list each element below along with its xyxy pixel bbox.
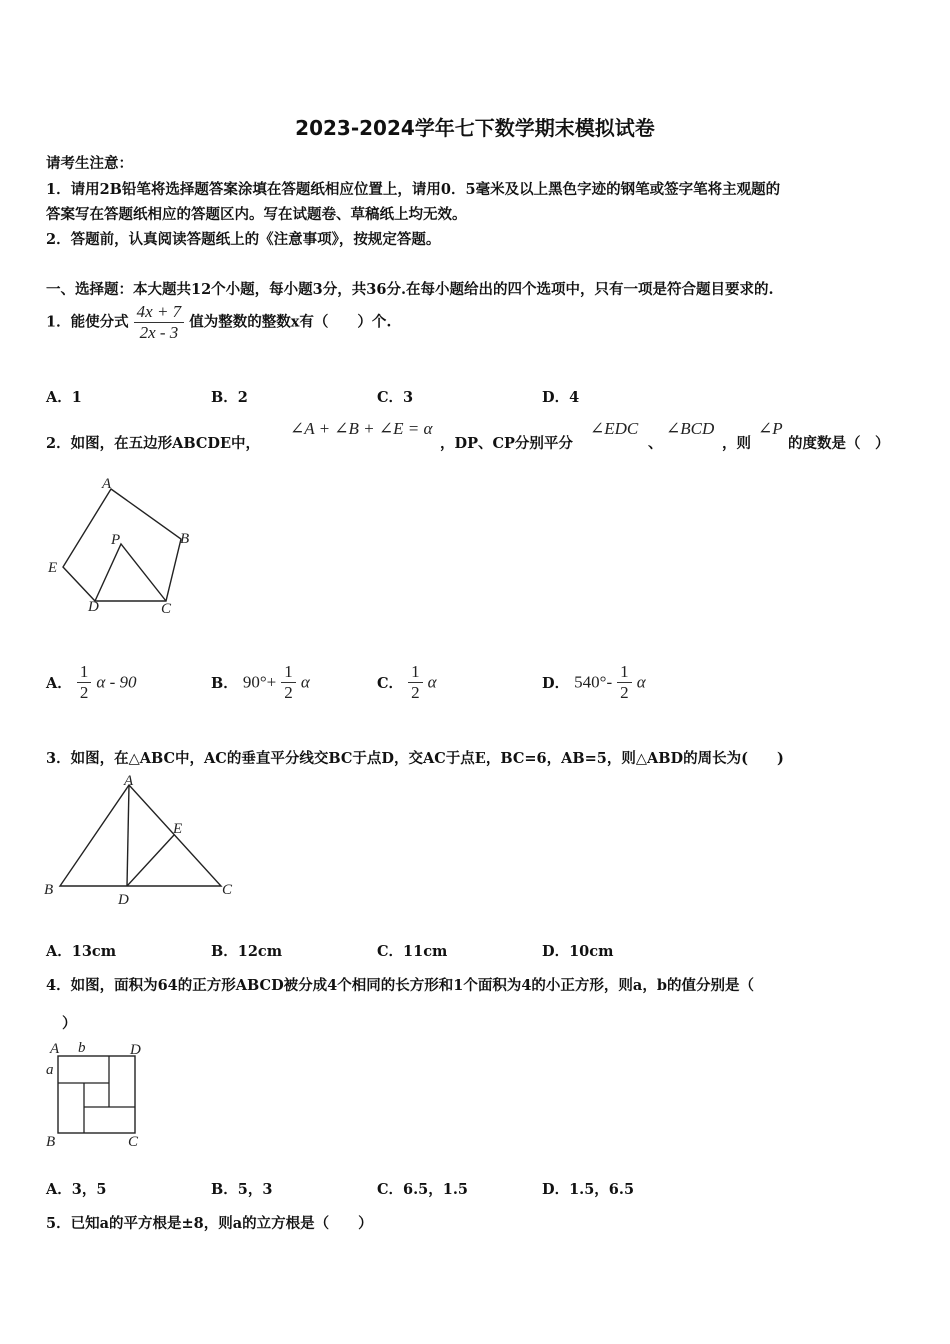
label-e: E xyxy=(48,560,58,576)
q1-suffix: 值为整数的整数x有（ ）个. xyxy=(189,313,392,331)
question-4-line-2: ） xyxy=(62,1015,77,1032)
q3-triangle-figure xyxy=(40,772,240,912)
q2-option-a[interactable]: A． $\frac{1}{2}$ α - 90 xyxy=(46,662,137,702)
label-c: C xyxy=(161,601,172,617)
notice-item-2: 2．答题前，认真阅读答题纸上的《注意事项》，按规定答题。 xyxy=(46,231,441,248)
segment-ad xyxy=(127,785,129,886)
label-c: C xyxy=(222,882,233,898)
q2-prefix: 2．如图，在五边形ABCDE中， xyxy=(46,435,261,452)
notice-header: 请考生注意： xyxy=(46,155,133,172)
q2-option-b[interactable]: B． 90°+ $\frac{1}{2}$ α xyxy=(211,662,310,702)
q4-option-c[interactable]: C．6.5，1.5 xyxy=(377,1181,468,1198)
question-1 xyxy=(46,302,391,343)
label-a: A xyxy=(124,773,134,789)
label-b: B xyxy=(180,531,190,547)
q2-pentagon-figure xyxy=(40,476,210,621)
label-d: D xyxy=(88,599,99,615)
q3-option-b[interactable]: B．12cm xyxy=(211,943,283,960)
question-4-line-1: 4．如图，面积为64的正方形ABCD被分成4个相同的长方形和1个面积为4的小正方形，则a，b的值分别是（ xyxy=(46,977,754,994)
q4-option-a[interactable]: A．3，5 xyxy=(46,1181,107,1198)
q2-angle-sum: ∠A + ∠B + ∠E = α xyxy=(290,419,433,438)
label-d: D xyxy=(130,1042,141,1058)
q4-square-figure xyxy=(40,1038,160,1153)
page-title: 2023-2024学年七下数学期末模拟试卷 xyxy=(295,116,655,140)
q1-option-a[interactable]: A．1 xyxy=(46,389,82,406)
q2-suffix: 的度数是（ ） xyxy=(788,435,890,452)
q4-option-b[interactable]: B．5，3 xyxy=(211,1181,273,1198)
label-c: C xyxy=(128,1134,139,1150)
section-heading: 一、选择题：本大题共12个小题，每小题3分，共36分.在每小题给出的四个选项中，只有一项是符合题目要求的. xyxy=(46,281,774,298)
q1-option-d[interactable]: D．4 xyxy=(542,389,580,406)
q2-angle-edc: ∠EDC xyxy=(590,419,639,438)
q2-then-text: ，则 xyxy=(722,435,751,452)
segment-de xyxy=(127,835,174,886)
label-a: A xyxy=(50,1041,60,1057)
q1-fraction-denominator: 2x - 3 xyxy=(139,323,179,342)
q3-option-a[interactable]: A．13cm xyxy=(46,943,117,960)
q1-fraction-numerator: 4x + 7 xyxy=(134,302,185,323)
label-a: A xyxy=(102,476,112,492)
question-3: 3．如图，在△ABC中，AC的垂直平分线交BC于点D，交AC于点E，BC=6，AB=5，则△ABD的周长为( ) xyxy=(46,750,784,767)
notice-item-1-line-2: 答案写在答题纸相应的答题区内。写在试题卷、草稿纸上均无效。 xyxy=(46,206,467,223)
q1-option-c[interactable]: C．3 xyxy=(377,389,414,406)
label-d: D xyxy=(118,892,129,908)
label-b: B xyxy=(46,1134,56,1150)
q1-prefix: 1．能使分式 xyxy=(46,313,129,331)
notice-item-1-line-1: 1．请用2B铅笔将选择题答案涂填在答题纸相应位置上，请用0．5毫米及以上黑色字迹的钢笔或签字笔将主观题的 xyxy=(46,181,781,198)
q3-option-c[interactable]: C．11cm xyxy=(377,943,448,960)
label-b-side: b xyxy=(78,1040,86,1056)
label-b: B xyxy=(44,882,54,898)
q4-option-d[interactable]: D．1.5，6.5 xyxy=(542,1181,635,1198)
label-e: E xyxy=(173,821,183,837)
question-5: 5．已知a的平方根是±8，则a的立方根是（ ） xyxy=(46,1215,373,1232)
label-a-side: a xyxy=(46,1062,54,1078)
q3-option-d[interactable]: D．10cm xyxy=(542,943,614,960)
square-abcd xyxy=(58,1056,135,1133)
q2-option-c[interactable]: C． $\frac{1}{2}$ α xyxy=(377,662,437,702)
q2-separator: 、 xyxy=(648,435,663,452)
q1-option-b[interactable]: B．2 xyxy=(211,389,248,406)
q2-mid-text: ，DP、CP分别平分 xyxy=(440,435,573,452)
q2-angle-p: ∠P xyxy=(758,419,783,438)
q1-fraction xyxy=(134,302,185,343)
q2-option-d[interactable]: D． 540°- $\frac{1}{2}$ α xyxy=(542,662,646,702)
pentagon-bisectors xyxy=(95,544,166,601)
label-p: P xyxy=(111,532,121,548)
q2-angle-bcd: ∠BCD xyxy=(666,419,715,438)
